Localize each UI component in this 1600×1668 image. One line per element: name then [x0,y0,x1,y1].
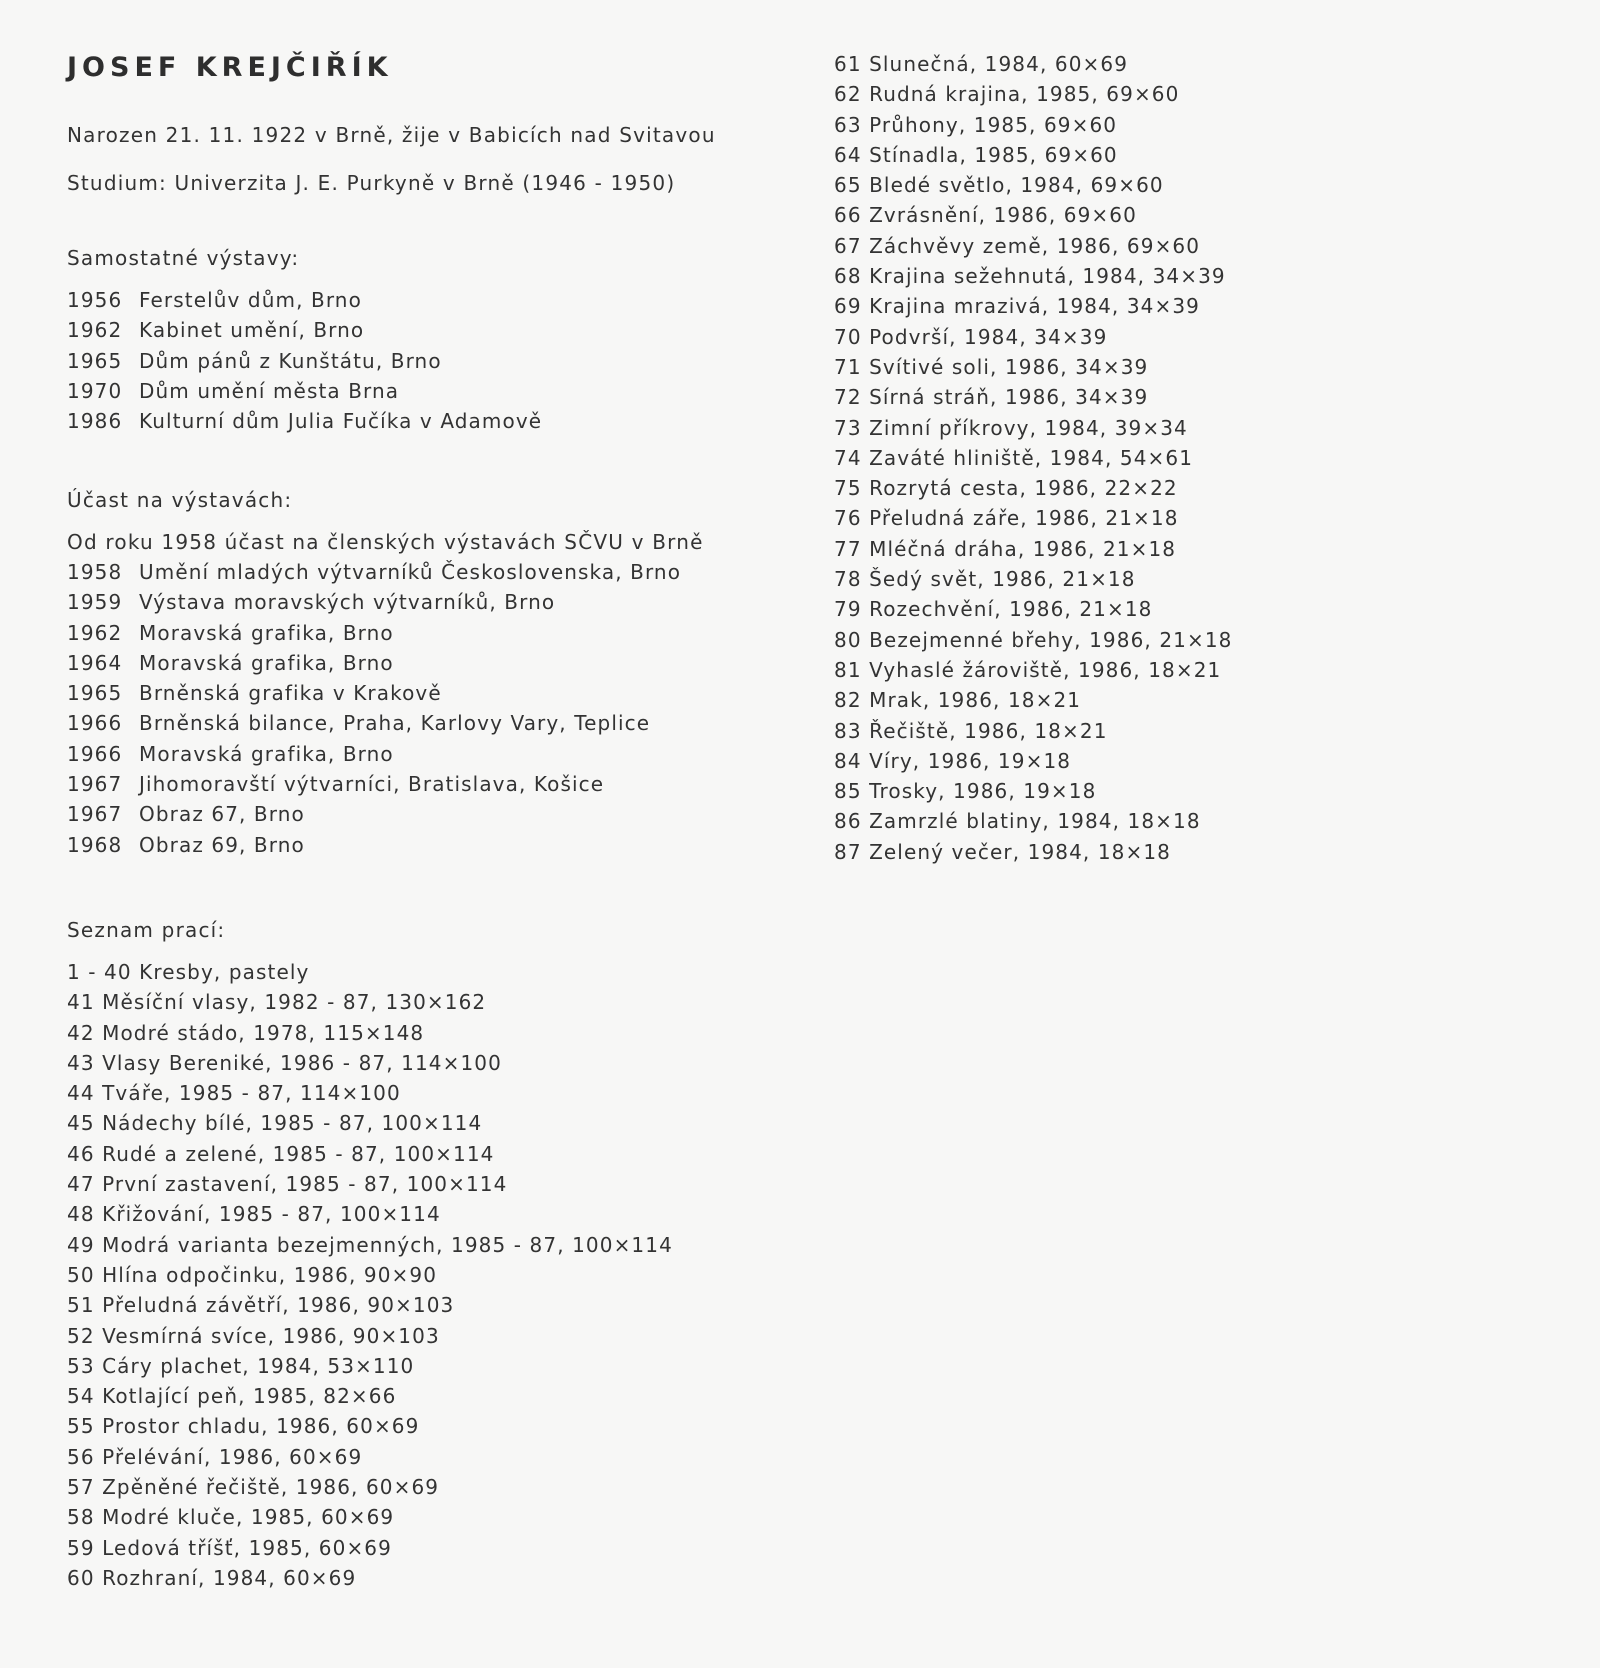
list-item [67,742,681,772]
work-item: 70 Podvrší, 1984, 34×39 [834,324,1108,349]
list-item [67,560,681,590]
solo-exhibitions-list [67,288,542,439]
exhibition-year: 1967 [67,772,123,797]
work-item: 58 Modré kluče, 1985, 60×69 [67,1505,395,1530]
work-item: 53 Cáry plachet, 1984, 53×110 [67,1353,415,1378]
work-item: 51 Přeludná závětří, 1986, 90×103 [67,1293,455,1318]
work-item: 63 Průhony, 1985, 69×60 [834,112,1118,137]
work-item: 50 Hlína odpočinku, 1986, 90×90 [67,1262,438,1287]
work-item: 65 Bledé světlo, 1984, 69×60 [834,173,1164,198]
exhibition-year: 1966 [67,741,123,766]
work-item: 66 Zvrásnění, 1986, 69×60 [834,203,1137,228]
exhibition-title: Kabinet umění, Brno [139,318,365,343]
exhibition-title: Brněnská bilance, Praha, Karlovy Vary, Teplice [139,711,651,736]
work-item: 47 První zastavení, 1985 - 87, 100×114 [67,1172,508,1197]
work-item: 81 Vyhaslé žároviště, 1986, 18×21 [834,657,1222,682]
exhibition-year: 1962 [67,620,123,645]
exhibition-title: Moravská grafika, Brno [139,620,394,645]
works-list-heading: Seznam prací: [67,918,226,942]
group-exhibitions-list [67,560,681,863]
exhibition-year: 1970 [67,378,123,403]
work-item: 62 Rudná krajina, 1985, 69×60 [834,82,1180,107]
exhibition-year: 1965 [67,348,123,373]
exhibition-title: Dům umění města Brna [139,378,400,403]
work-item: 85 Trosky, 1986, 19×18 [834,779,1097,804]
birth-info: Narozen 21. 11. 1922 v Brně, žije v Babicích nad Svitavou [67,123,716,147]
work-item: 57 Zpěněné řečiště, 1986, 60×69 [67,1475,440,1500]
group-exhibitions-intro: Od roku 1958 účast na členských výstavách SČVU v Brně [67,530,704,554]
work-item: 45 Nádechy bílé, 1985 - 87, 100×114 [67,1111,483,1136]
exhibition-title: Dům pánů z Kunštátu, Brno [139,348,442,373]
list-item [67,288,542,318]
work-item: 68 Krajina sežehnutá, 1984, 34×39 [834,264,1226,289]
work-item: 52 Vesmírná svíce, 1986, 90×103 [67,1323,440,1348]
list-item [67,802,681,832]
work-item: 60 Rozhraní, 1984, 60×69 [67,1565,357,1590]
list-item [67,833,681,863]
exhibition-year: 1966 [67,711,123,736]
work-item: 43 Vlasy Bereniké, 1986 - 87, 114×100 [67,1050,502,1075]
work-item: 56 Přelévání, 1986, 60×69 [67,1444,363,1469]
exhibition-year: 1967 [67,802,123,827]
list-item [67,590,681,620]
work-item: 86 Zamrzlé blatiny, 1984, 18×18 [834,809,1201,834]
list-item [67,409,542,439]
list-item [67,651,681,681]
list-item [67,772,681,802]
work-item: 87 Zelený večer, 1984, 18×18 [834,839,1171,864]
work-item: 41 Měsíční vlasy, 1982 - 87, 130×162 [67,990,487,1015]
work-item: 84 Víry, 1986, 19×18 [834,748,1072,773]
work-item: 83 Řečiště, 1986, 18×21 [834,718,1108,743]
exhibition-title: Umění mladých výtvarníků Československa, Brno [139,560,682,584]
work-item: 42 Modré stádo, 1978, 115×148 [67,1020,425,1045]
exhibition-title: Ferstelův dům, Brno [139,288,362,312]
work-item: 72 Sírná stráň, 1986, 34×39 [834,385,1149,410]
work-item: 49 Modrá varianta bezejmenných, 1985 - 87, 100×114 [67,1232,673,1257]
work-item: 59 Ledová tříšť, 1985, 60×69 [67,1535,392,1560]
exhibition-title: Moravská grafika, Brno [139,650,394,675]
work-item: 71 Svítivé soli, 1986, 34×39 [834,354,1149,379]
list-item [67,711,681,741]
works-list-right [834,52,1232,870]
exhibition-year: 1968 [67,832,123,857]
exhibition-year: 1958 [67,560,123,584]
exhibition-year: 1956 [67,288,123,312]
exhibition-title: Brněnská grafika v Krakově [139,681,442,706]
artist-name: JOSEF KREJČIŘÍK [67,52,393,83]
work-item: 80 Bezejmenné břehy, 1986, 21×18 [834,627,1233,652]
list-item [67,379,542,409]
work-item: 79 Rozechvění, 1986, 21×18 [834,597,1153,622]
work-item: 54 Kotlající peň, 1985, 82×66 [67,1384,397,1409]
work-item: 67 Záchvěvy země, 1986, 69×60 [834,233,1201,258]
exhibition-title: Výstava moravských výtvarníků, Brno [139,590,556,615]
work-item: 55 Prostor chladu, 1986, 60×69 [67,1414,420,1439]
solo-exhibitions-heading: Samostatné výstavy: [67,246,300,270]
work-item: 76 Přeludná záře, 1986, 21×18 [834,506,1179,531]
work-item: 82 Mrak, 1986, 18×21 [834,688,1082,713]
group-exhibitions-heading: Účast na výstavách: [67,488,293,512]
list-item [67,621,681,651]
work-item: 78 Šedý svět, 1986, 21×18 [834,567,1136,592]
exhibition-title: Moravská grafika, Brno [139,741,394,766]
work-item: 77 Mléčná dráha, 1986, 21×18 [834,536,1177,561]
work-item: 64 Stínadla, 1985, 69×60 [834,142,1118,167]
exhibition-title: Jihomoravští výtvarníci, Bratislava, Košice [139,772,605,797]
list-item [67,349,542,379]
works-list-left [67,960,673,1596]
work-item: 75 Rozrytá cesta, 1986, 22×22 [834,476,1178,501]
work-item: 61 Slunečná, 1984, 60×69 [834,52,1129,76]
work-item: 1 - 40 Kresby, pastely [67,960,310,984]
work-item: 48 Křižování, 1985 - 87, 100×114 [67,1202,441,1227]
exhibition-year: 1959 [67,590,123,615]
work-item: 73 Zimní příkrovy, 1984, 39×34 [834,415,1188,440]
exhibition-year: 1962 [67,318,123,343]
exhibition-year: 1964 [67,650,123,675]
list-item [67,681,681,711]
work-item: 69 Krajina mrazivá, 1984, 34×39 [834,294,1200,319]
exhibition-title: Kulturní dům Julia Fučíka v Adamově [139,409,543,434]
study-info: Studium: Univerzita J. E. Purkyně v Brně (1946 - 1950) [67,171,676,195]
list-item [67,318,542,348]
work-item: 74 Zaváté hliniště, 1984, 54×61 [834,445,1194,470]
work-item: 44 Tváře, 1985 - 87, 114×100 [67,1081,401,1106]
exhibition-year: 1965 [67,681,123,706]
exhibition-title: Obraz 69, Brno [139,832,305,857]
exhibition-year: 1986 [67,409,123,434]
work-item: 46 Rudé a zelené, 1985 - 87, 100×114 [67,1141,495,1166]
exhibition-title: Obraz 67, Brno [139,802,305,827]
